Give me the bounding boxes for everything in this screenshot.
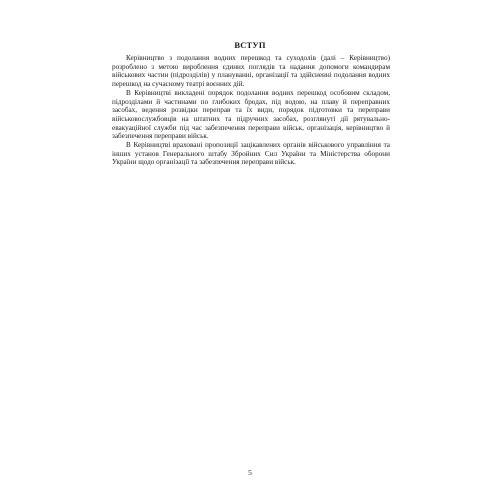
body-text (112, 54, 390, 167)
paragraph-3: В Керівництві враховані пропозиції зацікавлених органів військового управління та інших установ Генерального штабу Збройних Сил України та Міністерства оборони України щодо організації та забезпечення переправи військ. (112, 141, 390, 167)
page-number: 5 (248, 468, 252, 477)
page-title: ВСТУП (234, 40, 266, 50)
paragraph-1: Керівництво з подолання водних перешкод та суходолів (далі – Керівництво) розроблено з метою вироблення єдиних поглядів та надання допомоги командирам військових частин (підрозділів) у плануванні, організації та здійсненні подолання водних перешкод на сучасному театрі воєнних дій. (112, 54, 390, 89)
paragraph-2: В Керівництві викладені порядок подолання водних перешкод особовим складом, підрозділами й частинами по глибоких бродах, під водою, на плаву й переправних засобах, ведення розвідки переправ та їх види, порядок підготовки та переправи військовослужбовців на штатних та підручних засобах, розглянуті дії рятувально-евакуаційної служби під час забезпечення переправи військ, організація, керівництво й забезпечення переправи військ. (112, 88, 390, 141)
